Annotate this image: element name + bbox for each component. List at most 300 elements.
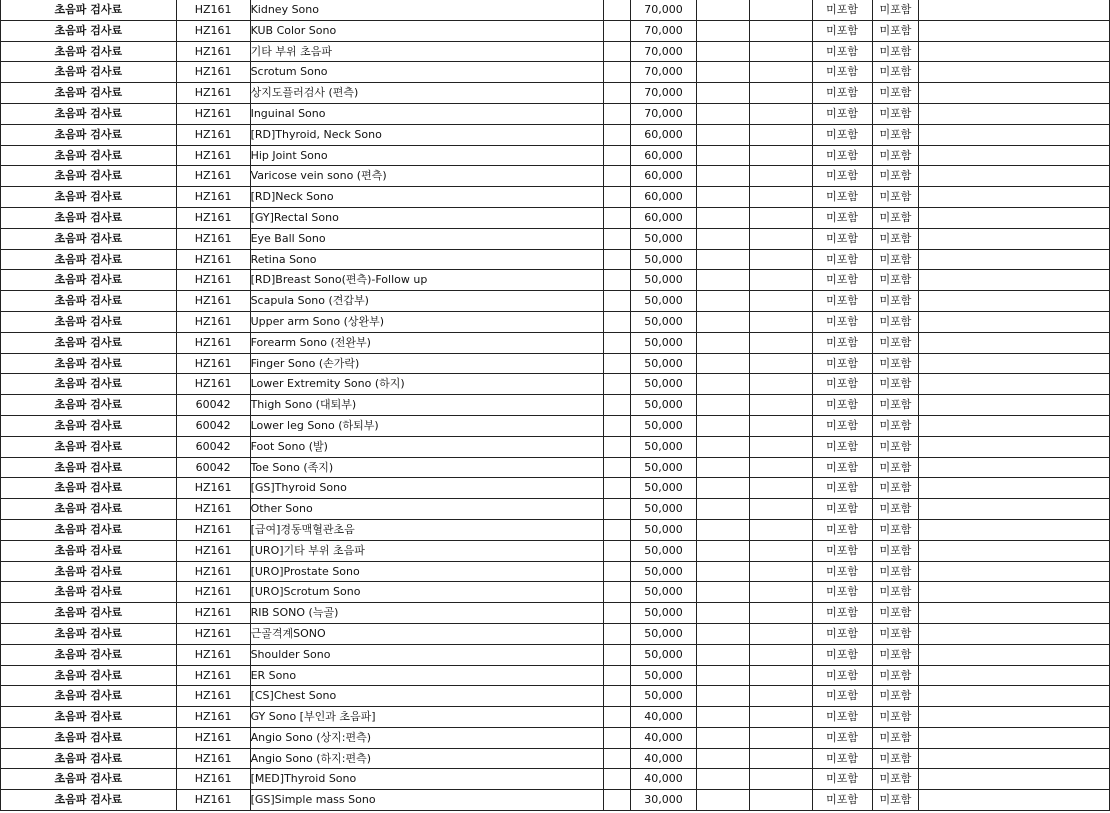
empty-cell — [604, 41, 631, 62]
code-cell: HZ161 — [176, 103, 250, 124]
empty-cell — [919, 353, 1110, 374]
empty-cell — [604, 686, 631, 707]
empty-cell — [749, 436, 812, 457]
table-row — [1, 374, 1110, 395]
inclusion-cell-b: 미포함 — [872, 748, 919, 769]
empty-cell — [919, 187, 1110, 208]
code-cell: 60042 — [176, 395, 250, 416]
empty-cell — [604, 561, 631, 582]
empty-cell — [696, 665, 749, 686]
empty-cell — [696, 603, 749, 624]
code-cell: HZ161 — [176, 20, 250, 41]
inclusion-cell-b: 미포함 — [872, 20, 919, 41]
empty-cell — [696, 623, 749, 644]
table-row — [1, 291, 1110, 312]
price-cell: 50,000 — [631, 644, 697, 665]
inclusion-cell-b: 미포함 — [872, 249, 919, 270]
empty-cell — [604, 249, 631, 270]
price-cell: 50,000 — [631, 415, 697, 436]
empty-cell — [696, 478, 749, 499]
price-cell: 50,000 — [631, 291, 697, 312]
code-cell: HZ161 — [176, 145, 250, 166]
price-cell: 50,000 — [631, 353, 697, 374]
empty-cell — [604, 644, 631, 665]
table-row — [1, 727, 1110, 748]
inclusion-cell-b: 미포함 — [872, 41, 919, 62]
category-cell: 초음파 검사료 — [1, 332, 177, 353]
item-name-cell: Retina Sono — [250, 249, 604, 270]
empty-cell — [749, 145, 812, 166]
inclusion-cell-b: 미포함 — [872, 686, 919, 707]
table-row — [1, 665, 1110, 686]
inclusion-cell-b: 미포함 — [872, 769, 919, 790]
empty-cell — [749, 748, 812, 769]
empty-cell — [749, 83, 812, 104]
empty-cell — [749, 249, 812, 270]
empty-cell — [919, 603, 1110, 624]
category-cell: 초음파 검사료 — [1, 41, 177, 62]
empty-cell — [919, 540, 1110, 561]
code-cell: HZ161 — [176, 644, 250, 665]
item-name-cell: Toe Sono (족지) — [250, 457, 604, 478]
empty-cell — [919, 145, 1110, 166]
price-cell: 60,000 — [631, 187, 697, 208]
category-cell: 초음파 검사료 — [1, 665, 177, 686]
empty-cell — [696, 707, 749, 728]
item-name-cell: Angio Sono (하지:편측) — [250, 748, 604, 769]
item-name-cell: 상지도플러검사 (편측) — [250, 83, 604, 104]
inclusion-cell-a: 미포함 — [812, 727, 872, 748]
empty-cell — [604, 62, 631, 83]
inclusion-cell-a: 미포함 — [812, 519, 872, 540]
empty-cell — [696, 0, 749, 20]
code-cell: HZ161 — [176, 124, 250, 145]
empty-cell — [919, 228, 1110, 249]
table-row — [1, 187, 1110, 208]
inclusion-cell-b: 미포함 — [872, 145, 919, 166]
empty-cell — [919, 83, 1110, 104]
empty-cell — [919, 207, 1110, 228]
table-row — [1, 436, 1110, 457]
inclusion-cell-b: 미포함 — [872, 83, 919, 104]
code-cell: HZ161 — [176, 41, 250, 62]
table-row — [1, 686, 1110, 707]
empty-cell — [604, 311, 631, 332]
price-cell: 50,000 — [631, 249, 697, 270]
code-cell: HZ161 — [176, 166, 250, 187]
empty-cell — [604, 478, 631, 499]
table-row — [1, 353, 1110, 374]
inclusion-cell-a: 미포함 — [812, 145, 872, 166]
price-cell: 50,000 — [631, 228, 697, 249]
code-cell: 60042 — [176, 415, 250, 436]
inclusion-cell-b: 미포함 — [872, 374, 919, 395]
empty-cell — [604, 145, 631, 166]
empty-cell — [749, 0, 812, 20]
item-name-cell: ER Sono — [250, 665, 604, 686]
empty-cell — [749, 623, 812, 644]
code-cell: HZ161 — [176, 790, 250, 811]
category-cell: 초음파 검사료 — [1, 145, 177, 166]
table-row — [1, 415, 1110, 436]
empty-cell — [749, 582, 812, 603]
category-cell: 초음파 검사료 — [1, 561, 177, 582]
table-row — [1, 499, 1110, 520]
table-row — [1, 707, 1110, 728]
inclusion-cell-b: 미포함 — [872, 291, 919, 312]
empty-cell — [604, 332, 631, 353]
empty-cell — [696, 291, 749, 312]
empty-cell — [749, 270, 812, 291]
category-cell: 초음파 검사료 — [1, 103, 177, 124]
item-name-cell: [URO]Prostate Sono — [250, 561, 604, 582]
category-cell: 초음파 검사료 — [1, 187, 177, 208]
price-cell: 50,000 — [631, 436, 697, 457]
item-name-cell: [GS]Simple mass Sono — [250, 790, 604, 811]
price-cell: 50,000 — [631, 540, 697, 561]
table-row — [1, 166, 1110, 187]
category-cell: 초음파 검사료 — [1, 270, 177, 291]
price-cell: 60,000 — [631, 145, 697, 166]
price-cell: 60,000 — [631, 207, 697, 228]
empty-cell — [919, 249, 1110, 270]
category-cell: 초음파 검사료 — [1, 62, 177, 83]
price-cell: 70,000 — [631, 0, 697, 20]
empty-cell — [919, 62, 1110, 83]
empty-cell — [749, 603, 812, 624]
table-row — [1, 311, 1110, 332]
inclusion-cell-b: 미포함 — [872, 707, 919, 728]
price-cell: 50,000 — [631, 332, 697, 353]
table-row — [1, 790, 1110, 811]
inclusion-cell-b: 미포함 — [872, 478, 919, 499]
empty-cell — [604, 291, 631, 312]
empty-cell — [749, 769, 812, 790]
empty-cell — [604, 103, 631, 124]
price-cell: 50,000 — [631, 395, 697, 416]
code-cell: HZ161 — [176, 228, 250, 249]
price-cell: 70,000 — [631, 103, 697, 124]
inclusion-cell-a: 미포함 — [812, 270, 872, 291]
inclusion-cell-a: 미포함 — [812, 103, 872, 124]
item-name-cell: Kidney Sono — [250, 0, 604, 20]
empty-cell — [604, 0, 631, 20]
item-name-cell: 근골격계SONO — [250, 623, 604, 644]
category-cell: 초음파 검사료 — [1, 540, 177, 561]
category-cell: 초음파 검사료 — [1, 707, 177, 728]
table-row — [1, 395, 1110, 416]
empty-cell — [919, 478, 1110, 499]
price-cell: 50,000 — [631, 270, 697, 291]
inclusion-cell-b: 미포함 — [872, 603, 919, 624]
item-name-cell: [URO]기타 부위 초음파 — [250, 540, 604, 561]
inclusion-cell-b: 미포함 — [872, 665, 919, 686]
empty-cell — [749, 187, 812, 208]
code-cell: HZ161 — [176, 374, 250, 395]
empty-cell — [696, 499, 749, 520]
empty-cell — [749, 395, 812, 416]
inclusion-cell-b: 미포함 — [872, 540, 919, 561]
empty-cell — [919, 727, 1110, 748]
category-cell: 초음파 검사료 — [1, 374, 177, 395]
empty-cell — [696, 228, 749, 249]
empty-cell — [749, 540, 812, 561]
table-row — [1, 748, 1110, 769]
inclusion-cell-a: 미포함 — [812, 499, 872, 520]
empty-cell — [696, 311, 749, 332]
empty-cell — [604, 374, 631, 395]
inclusion-cell-a: 미포함 — [812, 62, 872, 83]
empty-cell — [604, 207, 631, 228]
empty-cell — [696, 207, 749, 228]
category-cell: 초음파 검사료 — [1, 415, 177, 436]
item-name-cell: [RD]Thyroid, Neck Sono — [250, 124, 604, 145]
empty-cell — [696, 582, 749, 603]
empty-cell — [604, 436, 631, 457]
code-cell: HZ161 — [176, 561, 250, 582]
empty-cell — [696, 166, 749, 187]
empty-cell — [919, 644, 1110, 665]
table-row — [1, 769, 1110, 790]
empty-cell — [749, 478, 812, 499]
price-cell: 40,000 — [631, 769, 697, 790]
table-row — [1, 249, 1110, 270]
table-row — [1, 41, 1110, 62]
category-cell: 초음파 검사료 — [1, 623, 177, 644]
item-name-cell: [CS]Chest Sono — [250, 686, 604, 707]
inclusion-cell-a: 미포함 — [812, 623, 872, 644]
inclusion-cell-b: 미포함 — [872, 727, 919, 748]
empty-cell — [696, 561, 749, 582]
item-name-cell: [RD]Breast Sono(편측)-Follow up — [250, 270, 604, 291]
price-cell: 50,000 — [631, 561, 697, 582]
code-cell: HZ161 — [176, 187, 250, 208]
inclusion-cell-a: 미포함 — [812, 332, 872, 353]
table-row — [1, 603, 1110, 624]
empty-cell — [919, 436, 1110, 457]
inclusion-cell-a: 미포함 — [812, 478, 872, 499]
code-cell: HZ161 — [176, 499, 250, 520]
empty-cell — [696, 332, 749, 353]
code-cell: HZ161 — [176, 249, 250, 270]
price-cell: 40,000 — [631, 707, 697, 728]
inclusion-cell-b: 미포함 — [872, 166, 919, 187]
inclusion-cell-b: 미포함 — [872, 436, 919, 457]
empty-cell — [604, 166, 631, 187]
item-name-cell: [MED]Thyroid Sono — [250, 769, 604, 790]
inclusion-cell-b: 미포함 — [872, 187, 919, 208]
empty-cell — [604, 124, 631, 145]
price-cell: 50,000 — [631, 665, 697, 686]
empty-cell — [749, 353, 812, 374]
table-row — [1, 103, 1110, 124]
inclusion-cell-a: 미포함 — [812, 20, 872, 41]
empty-cell — [919, 748, 1110, 769]
table-row — [1, 332, 1110, 353]
item-name-cell: Inguinal Sono — [250, 103, 604, 124]
item-name-cell: Varicose vein sono (편측) — [250, 166, 604, 187]
code-cell: HZ161 — [176, 332, 250, 353]
category-cell: 초음파 검사료 — [1, 727, 177, 748]
empty-cell — [604, 707, 631, 728]
inclusion-cell-b: 미포함 — [872, 790, 919, 811]
inclusion-cell-b: 미포함 — [872, 207, 919, 228]
price-cell: 60,000 — [631, 166, 697, 187]
empty-cell — [604, 623, 631, 644]
item-name-cell: Forearm Sono (전완부) — [250, 332, 604, 353]
table-row — [1, 623, 1110, 644]
price-cell: 50,000 — [631, 582, 697, 603]
empty-cell — [604, 603, 631, 624]
empty-cell — [696, 540, 749, 561]
inclusion-cell-a: 미포함 — [812, 187, 872, 208]
code-cell: HZ161 — [176, 686, 250, 707]
code-cell: HZ161 — [176, 603, 250, 624]
category-cell: 초음파 검사료 — [1, 603, 177, 624]
empty-cell — [919, 166, 1110, 187]
inclusion-cell-a: 미포함 — [812, 415, 872, 436]
price-cell: 50,000 — [631, 457, 697, 478]
empty-cell — [919, 707, 1110, 728]
item-name-cell: Finger Sono (손가락) — [250, 353, 604, 374]
empty-cell — [696, 686, 749, 707]
empty-cell — [749, 166, 812, 187]
category-cell: 초음파 검사료 — [1, 20, 177, 41]
table-row — [1, 62, 1110, 83]
empty-cell — [919, 519, 1110, 540]
empty-cell — [696, 374, 749, 395]
code-cell: HZ161 — [176, 207, 250, 228]
item-name-cell: KUB Color Sono — [250, 20, 604, 41]
empty-cell — [919, 374, 1110, 395]
item-name-cell: Lower Extremity Sono (하지) — [250, 374, 604, 395]
price-cell: 50,000 — [631, 311, 697, 332]
item-name-cell: Lower leg Sono (하퇴부) — [250, 415, 604, 436]
inclusion-cell-b: 미포함 — [872, 623, 919, 644]
inclusion-cell-a: 미포함 — [812, 644, 872, 665]
table-row — [1, 519, 1110, 540]
empty-cell — [696, 457, 749, 478]
price-cell: 70,000 — [631, 41, 697, 62]
empty-cell — [696, 519, 749, 540]
empty-cell — [696, 145, 749, 166]
empty-cell — [696, 41, 749, 62]
empty-cell — [696, 124, 749, 145]
inclusion-cell-a: 미포함 — [812, 166, 872, 187]
empty-cell — [749, 62, 812, 83]
category-cell: 초음파 검사료 — [1, 499, 177, 520]
inclusion-cell-a: 미포함 — [812, 707, 872, 728]
price-cell: 40,000 — [631, 748, 697, 769]
category-cell: 초음파 검사료 — [1, 166, 177, 187]
inclusion-cell-a: 미포함 — [812, 207, 872, 228]
inclusion-cell-b: 미포함 — [872, 415, 919, 436]
empty-cell — [919, 623, 1110, 644]
empty-cell — [696, 748, 749, 769]
empty-cell — [749, 20, 812, 41]
empty-cell — [604, 395, 631, 416]
empty-cell — [749, 727, 812, 748]
code-cell: HZ161 — [176, 478, 250, 499]
empty-cell — [919, 332, 1110, 353]
inclusion-cell-b: 미포함 — [872, 353, 919, 374]
inclusion-cell-a: 미포함 — [812, 353, 872, 374]
inclusion-cell-a: 미포함 — [812, 748, 872, 769]
empty-cell — [696, 790, 749, 811]
item-name-cell: Other Sono — [250, 499, 604, 520]
code-cell: HZ161 — [176, 311, 250, 332]
empty-cell — [696, 20, 749, 41]
table-row — [1, 644, 1110, 665]
price-cell: 50,000 — [631, 603, 697, 624]
category-cell: 초음파 검사료 — [1, 582, 177, 603]
empty-cell — [604, 187, 631, 208]
empty-cell — [749, 499, 812, 520]
empty-cell — [919, 395, 1110, 416]
empty-cell — [919, 124, 1110, 145]
inclusion-cell-b: 미포함 — [872, 311, 919, 332]
code-cell: HZ161 — [176, 83, 250, 104]
inclusion-cell-a: 미포함 — [812, 665, 872, 686]
inclusion-cell-b: 미포함 — [872, 270, 919, 291]
empty-cell — [604, 540, 631, 561]
category-cell: 초음파 검사료 — [1, 769, 177, 790]
code-cell: HZ161 — [176, 270, 250, 291]
empty-cell — [749, 311, 812, 332]
empty-cell — [749, 41, 812, 62]
empty-cell — [919, 41, 1110, 62]
price-cell: 50,000 — [631, 499, 697, 520]
code-cell: HZ161 — [176, 769, 250, 790]
category-cell: 초음파 검사료 — [1, 686, 177, 707]
empty-cell — [749, 665, 812, 686]
empty-cell — [919, 499, 1110, 520]
inclusion-cell-a: 미포함 — [812, 457, 872, 478]
item-name-cell: 기타 부위 초음파 — [250, 41, 604, 62]
empty-cell — [919, 582, 1110, 603]
empty-cell — [604, 457, 631, 478]
category-cell: 초음파 검사료 — [1, 124, 177, 145]
inclusion-cell-a: 미포함 — [812, 582, 872, 603]
item-name-cell: Scrotum Sono — [250, 62, 604, 83]
empty-cell — [604, 415, 631, 436]
empty-cell — [696, 103, 749, 124]
empty-cell — [749, 103, 812, 124]
category-cell: 초음파 검사료 — [1, 790, 177, 811]
empty-cell — [604, 790, 631, 811]
empty-cell — [696, 415, 749, 436]
code-cell: HZ161 — [176, 291, 250, 312]
empty-cell — [919, 0, 1110, 20]
empty-cell — [749, 790, 812, 811]
empty-cell — [696, 62, 749, 83]
item-name-cell: Thigh Sono (대퇴부) — [250, 395, 604, 416]
empty-cell — [749, 374, 812, 395]
inclusion-cell-b: 미포함 — [872, 395, 919, 416]
empty-cell — [604, 353, 631, 374]
empty-cell — [749, 291, 812, 312]
code-cell: HZ161 — [176, 582, 250, 603]
empty-cell — [749, 686, 812, 707]
table-row — [1, 145, 1110, 166]
inclusion-cell-b: 미포함 — [872, 228, 919, 249]
item-name-cell: Foot Sono (발) — [250, 436, 604, 457]
inclusion-cell-a: 미포함 — [812, 41, 872, 62]
inclusion-cell-b: 미포함 — [872, 103, 919, 124]
empty-cell — [604, 228, 631, 249]
empty-cell — [696, 727, 749, 748]
empty-cell — [749, 519, 812, 540]
